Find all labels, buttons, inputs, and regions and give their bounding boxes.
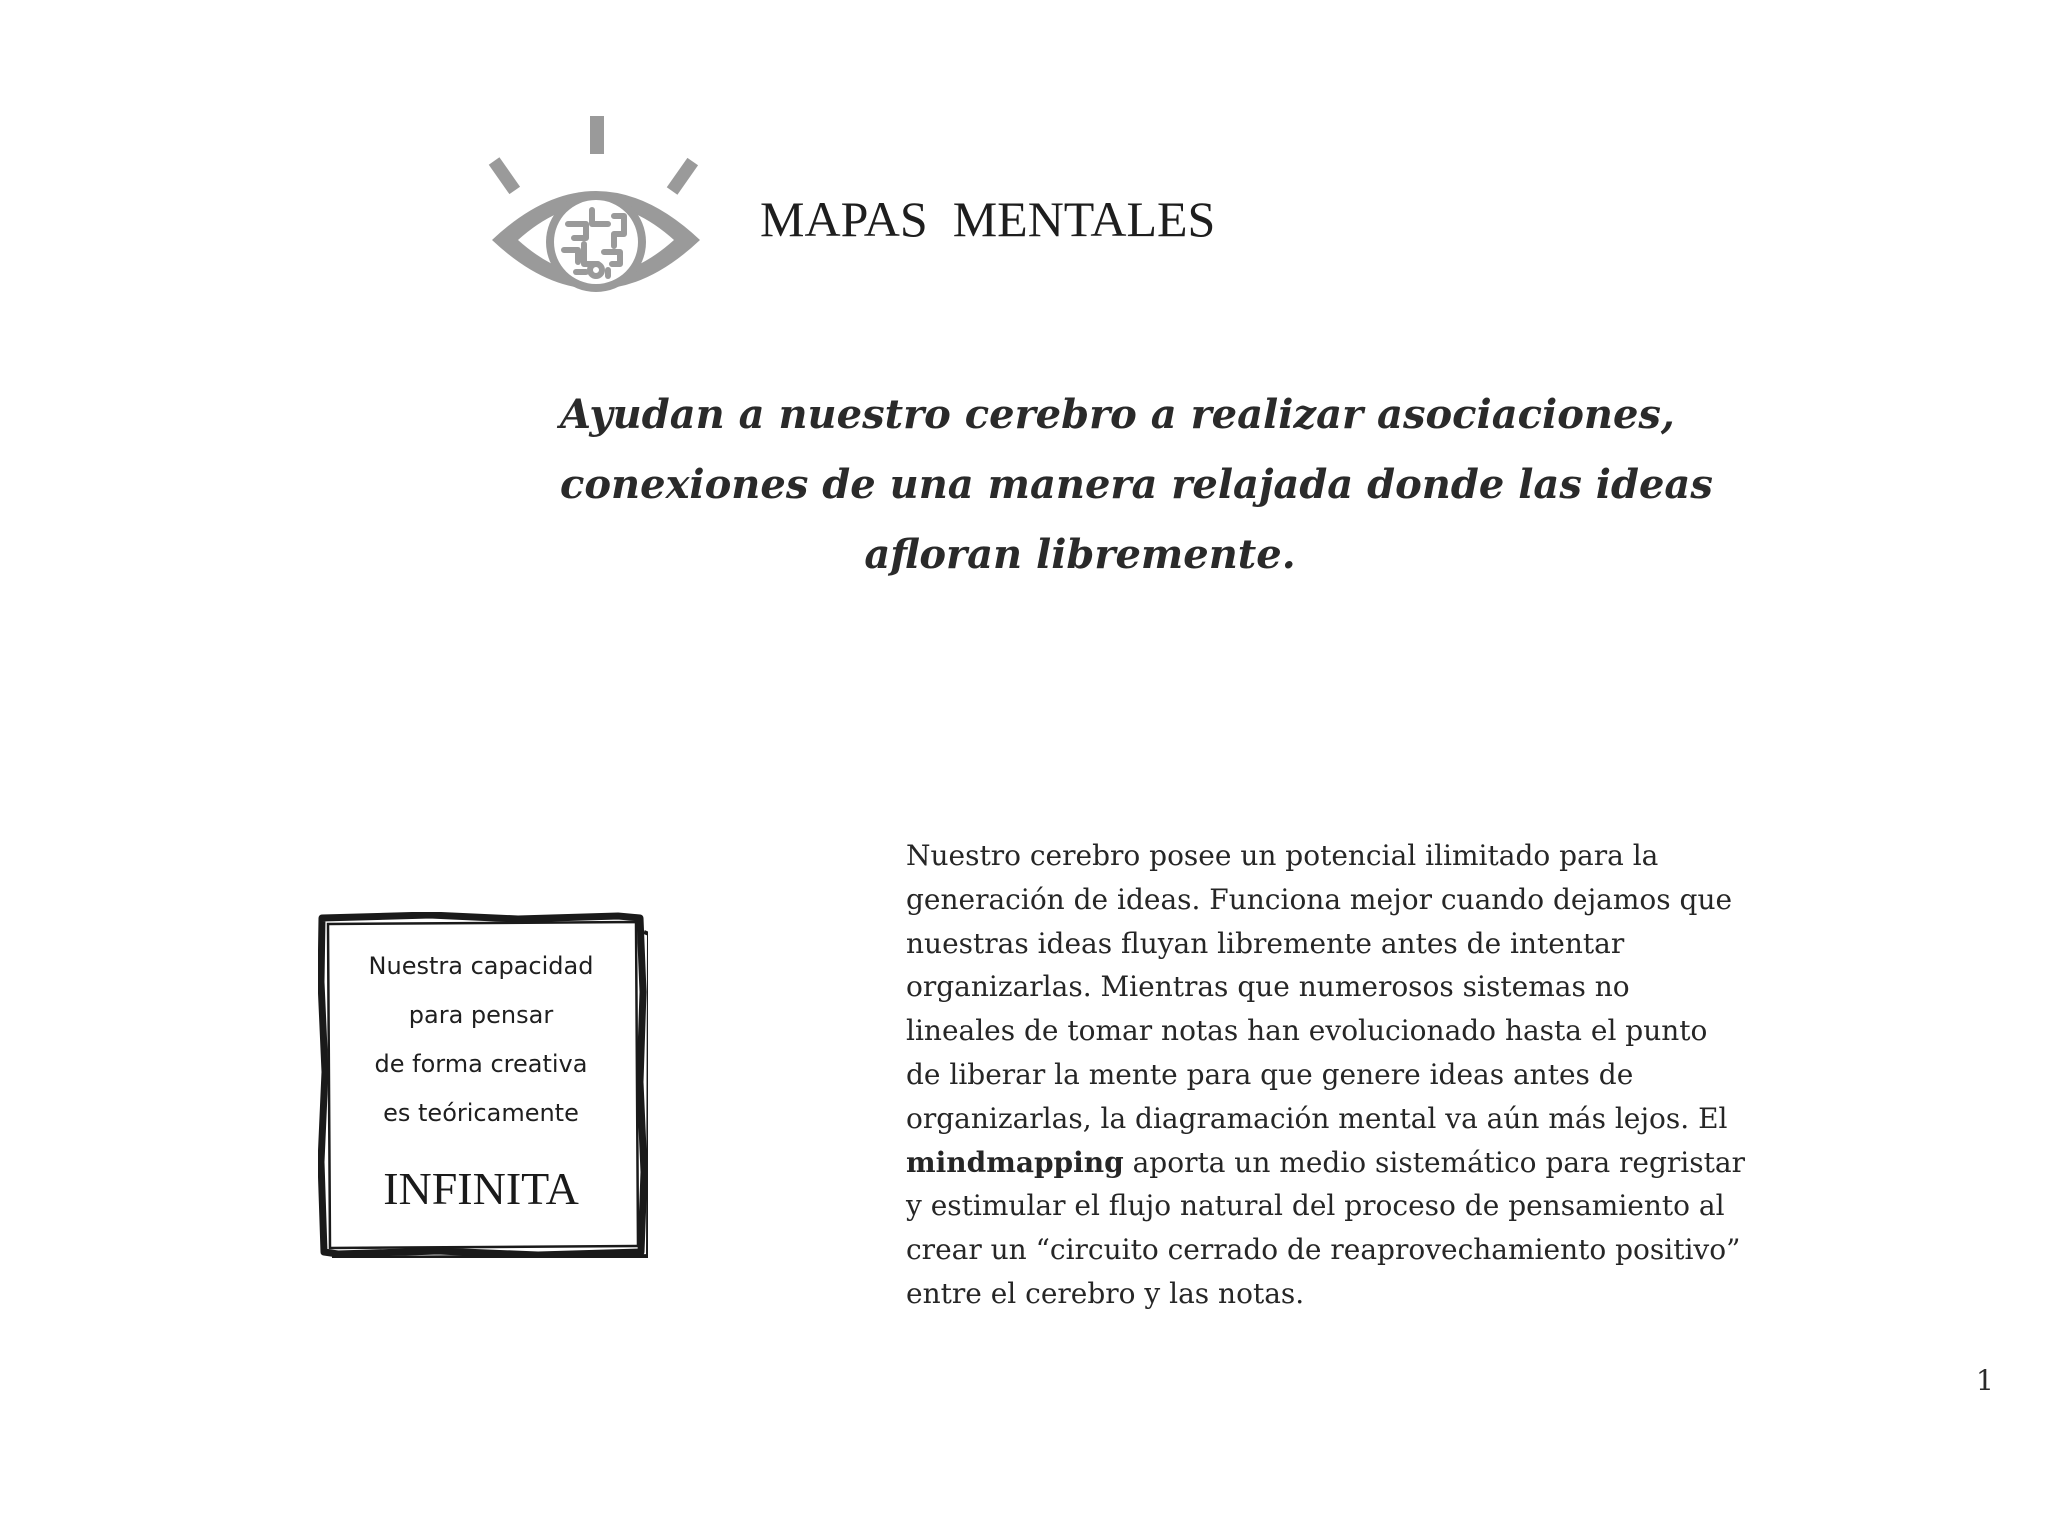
body-line: entre el cerebro y las notas.: [906, 1276, 1305, 1310]
tagline: [560, 380, 1713, 590]
quote-text: [318, 942, 644, 1138]
tagline-line: conexiones de una manera relajada donde las ideas: [560, 461, 1713, 508]
body-line: lineales de tomar notas han evolucionado hasta el punto: [906, 1014, 1708, 1048]
page-title: MAPAS MENTALES: [760, 191, 1216, 247]
body-line: de liberar la mente para que genere ideas antes de: [906, 1057, 1634, 1091]
quote-emphasis: INFINITA: [383, 1163, 579, 1214]
page-number: 1: [1976, 1364, 1994, 1397]
body-line: nuestras ideas fluyan libremente antes de intentar: [906, 926, 1625, 960]
quote-line: Nuestra capacidad: [368, 952, 594, 980]
body-line: Nuestro cerebro posee un potencial ilimitado para la: [906, 839, 1659, 872]
quote-line: para pensar: [408, 1001, 554, 1029]
body-paragraph: [906, 834, 1745, 1316]
body-line: organizarlas, la diagramación mental va aún más lejos. El: [906, 1101, 1728, 1135]
body-line: organizarlas. Mientras que numerosos sistemas no: [906, 970, 1630, 1004]
body-line: crear un “circuito cerrado de reaprovechamiento positivo”: [906, 1233, 1741, 1267]
eye-brain-icon: [488, 112, 708, 320]
quote-line: de forma creativa: [374, 1050, 588, 1078]
quote-box: [318, 912, 638, 1248]
body-line: y estimular el flujo natural del proceso de pensamiento al: [906, 1189, 1725, 1223]
tagline-line: afloran libremente.: [864, 531, 1296, 578]
body-line: generación de ideas. Funciona mejor cuando dejamos que: [906, 882, 1733, 916]
quote-line: es teóricamente: [383, 1099, 579, 1127]
body-line-rest: aporta un medio sistemático para regristar: [1123, 1145, 1745, 1179]
bold-term: mindmapping: [906, 1145, 1124, 1179]
tagline-line: Ayudan a nuestro cerebro a realizar asociaciones,: [560, 391, 1675, 438]
body-line: [906, 1141, 1745, 1185]
